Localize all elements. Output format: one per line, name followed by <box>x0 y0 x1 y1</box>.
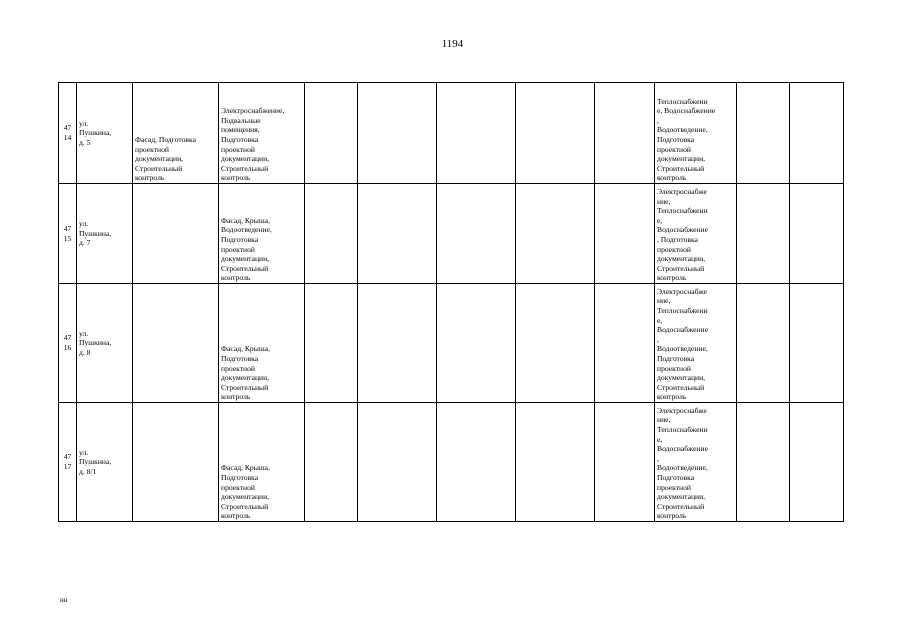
works-table <box>58 82 844 522</box>
row-number: 47 17 <box>59 403 77 522</box>
table-row <box>59 284 844 403</box>
works-cell: Фасад, Подготовка проектной документации, Строительный контроль <box>133 83 219 184</box>
empty-cell <box>595 184 655 284</box>
empty-cell <box>516 184 595 284</box>
row-number: 47 14 <box>59 83 77 184</box>
empty-cell <box>737 83 790 184</box>
works-cell: Электроснабжение, Подвальные помещения, Подготовка проектной документации, Строительный контроль <box>219 83 305 184</box>
empty-cell <box>595 83 655 184</box>
empty-cell <box>305 184 358 284</box>
works-cell: Фасад, Крыша, Подготовка проектной документации, Строительный контроль <box>219 284 305 403</box>
empty-cell <box>516 284 595 403</box>
address-cell: ул. Пушкина, д. 8/1 <box>77 403 133 522</box>
empty-cell <box>358 284 437 403</box>
empty-cell <box>790 184 844 284</box>
empty-cell <box>737 184 790 284</box>
page-number: 1194 <box>441 38 464 50</box>
table-row <box>59 403 844 522</box>
address-cell: ул. Пушкина, д. 7 <box>77 184 133 284</box>
empty-cell <box>737 403 790 522</box>
empty-cell <box>358 184 437 284</box>
empty-cell <box>516 83 595 184</box>
works-cell: Электроснабже ние, Теплоснабжени е, Водоснабжение , Подготовка проектной документации, Строительный контроль <box>655 184 737 284</box>
footer-mark: нн <box>60 596 68 604</box>
address-cell: ул. Пушкина, д. 8 <box>77 284 133 403</box>
works-cell: Фасад, Крыша, Подготовка проектной документации, Строительный контроль <box>219 403 305 522</box>
empty-cell <box>437 403 516 522</box>
empty-cell <box>358 403 437 522</box>
empty-cell <box>305 284 358 403</box>
works-cell: Электроснабже ние, Теплоснабжени е, Водоснабжение , Водоотведение, Подготовка проектной документации, Строительный контроль <box>655 403 737 522</box>
works-cell <box>133 284 219 403</box>
table-row <box>59 83 844 184</box>
empty-cell <box>737 284 790 403</box>
row-number: 47 15 <box>59 184 77 284</box>
empty-cell <box>790 83 844 184</box>
address-cell: ул. Пушкина, д. 5 <box>77 83 133 184</box>
empty-cell <box>305 83 358 184</box>
empty-cell <box>305 403 358 522</box>
empty-cell <box>437 284 516 403</box>
table-row <box>59 184 844 284</box>
empty-cell <box>437 83 516 184</box>
works-cell <box>133 403 219 522</box>
works-cell: Фасад, Крыша, Водоотведение, Подготовка проектной документации, Строительный контроль <box>219 184 305 284</box>
empty-cell <box>595 403 655 522</box>
empty-cell <box>790 403 844 522</box>
row-number: 47 16 <box>59 284 77 403</box>
works-cell: Электроснабже ние, Теплоснабжени е, Водоснабжение , Водоотведение, Подготовка проектной документации, Строительный контроль <box>655 284 737 403</box>
empty-cell <box>595 284 655 403</box>
empty-cell <box>516 403 595 522</box>
empty-cell <box>358 83 437 184</box>
works-cell <box>133 184 219 284</box>
empty-cell <box>790 284 844 403</box>
empty-cell <box>437 184 516 284</box>
works-cell: Теплоснабжени е, Водоснабжение , Водоотведение, Подготовка проектной документации, Строительный контроль <box>655 83 737 184</box>
